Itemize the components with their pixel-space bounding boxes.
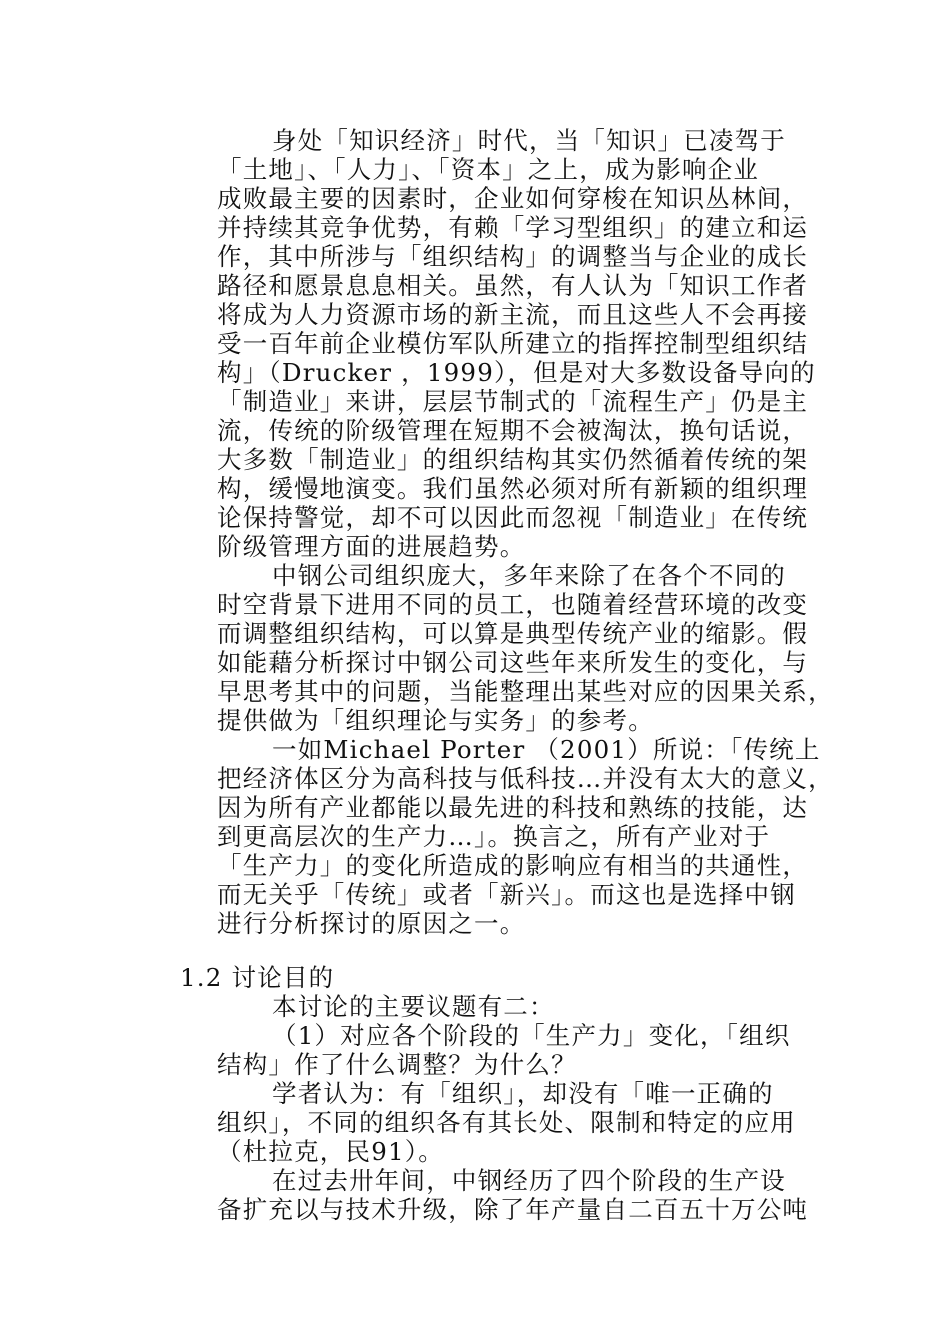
paragraph-line: 中钢公司组织庞大，多年来除了在各个不同的 xyxy=(272,561,786,590)
paragraph-line: 大多数「制造业」的组织结构其实仍然循着传统的架 xyxy=(217,445,809,474)
paragraph-line: 到更高层次的生产力…」。换言之，所有产业对于 xyxy=(217,822,771,851)
paragraph-line: 一如Michael Porter （2001）所说：「传统上 xyxy=(272,735,821,764)
paragraph-line: 作，其中所涉与「组织结构」的调整当与企业的成长 xyxy=(217,242,809,271)
paragraph-line: 流，传统的阶级管理在短期不会被淘汰，换句话说， xyxy=(217,416,809,445)
section-heading: 1.2 讨论目的 xyxy=(180,963,335,992)
paragraph-line: 本讨论的主要议题有二： xyxy=(272,992,555,1021)
paragraph-line: 如能藉分析探讨中钢公司这些年来所发生的变化，与 xyxy=(217,648,809,677)
paragraph-line: 进行分析探讨的原因之一。 xyxy=(217,909,526,938)
paragraph-line: 阶级管理方面的进展趋势。 xyxy=(217,532,526,561)
paragraph-line: （1）对应各个阶段的「生产力」变化，「组织 xyxy=(272,1021,791,1050)
paragraph-line: 因为所有产业都能以最先进的科技和熟练的技能，达 xyxy=(217,793,809,822)
paragraph-line: 组织」，不同的组织各有其长处、限制和特定的应用 xyxy=(217,1108,796,1137)
paragraph-line: 「生产力」的变化所造成的影响应有相当的共通性， xyxy=(217,851,809,880)
paragraph-line: 把经济体区分为高科技与低科技…并没有太大的意义， xyxy=(217,764,834,793)
paragraph-line: 「制造业」来讲，层层节制式的「流程生产」仍是主 xyxy=(217,387,809,416)
paragraph-line: 「土地」、「人力」、「资本」之上，成为影响企业 xyxy=(217,155,760,184)
paragraph-line: 路径和愿景息息相关。虽然，有人认为「知识工作者 xyxy=(217,271,809,300)
paragraph-line: 而调整组织结构，可以算是典型传统产业的缩影。假 xyxy=(217,619,809,648)
paragraph-line: 提供做为「组织理论与实务」的参考。 xyxy=(217,706,654,735)
paragraph-line: 在过去卅年间，中钢经历了四个阶段的生产设 xyxy=(272,1166,786,1195)
paragraph-line: 将成为人力资源市场的新主流，而且这些人不会再接 xyxy=(217,300,809,329)
paragraph-line: 而无关乎「传统」或者「新兴」。而这也是选择中钢 xyxy=(217,880,796,909)
paragraph-line: 时空背景下进用不同的员工，也随着经营环境的改变 xyxy=(217,590,809,619)
paragraph-line: 学者认为：有「组织」，却没有「唯一正确的 xyxy=(272,1079,774,1108)
paragraph-line: 成败最主要的因素时，企业如何穿梭在知识丛林间， xyxy=(217,184,809,213)
paragraph-line: 并持续其竞争优势，有赖「学习型组织」的建立和运 xyxy=(217,213,809,242)
paragraph-line: 早思考其中的问题，当能整理出某些对应的因果关系， xyxy=(217,677,834,706)
paragraph-line: 身处「知识经济」时代，当「知识」已凌驾于 xyxy=(272,126,786,155)
paragraph-line: 结构」作了什么调整？为什么？ xyxy=(217,1050,577,1079)
paragraph-line: 备扩充以与技术升级，除了年产量自二百五十万公吨 xyxy=(217,1195,809,1224)
paragraph-line: 受一百年前企业模仿军队所建立的指挥控制型组织结 xyxy=(217,329,809,358)
paragraph-line: 构」（Drucker ，1999），但是对大多数设备导向的 xyxy=(217,358,816,387)
paragraph-line: （杜拉克，民91）。 xyxy=(217,1137,444,1166)
paragraph-line: 论保持警觉，却不可以因此而忽视「制造业」在传统 xyxy=(217,503,809,532)
paragraph-line: 构，缓慢地演变。我们虽然必须对所有新颖的组织理 xyxy=(217,474,809,503)
